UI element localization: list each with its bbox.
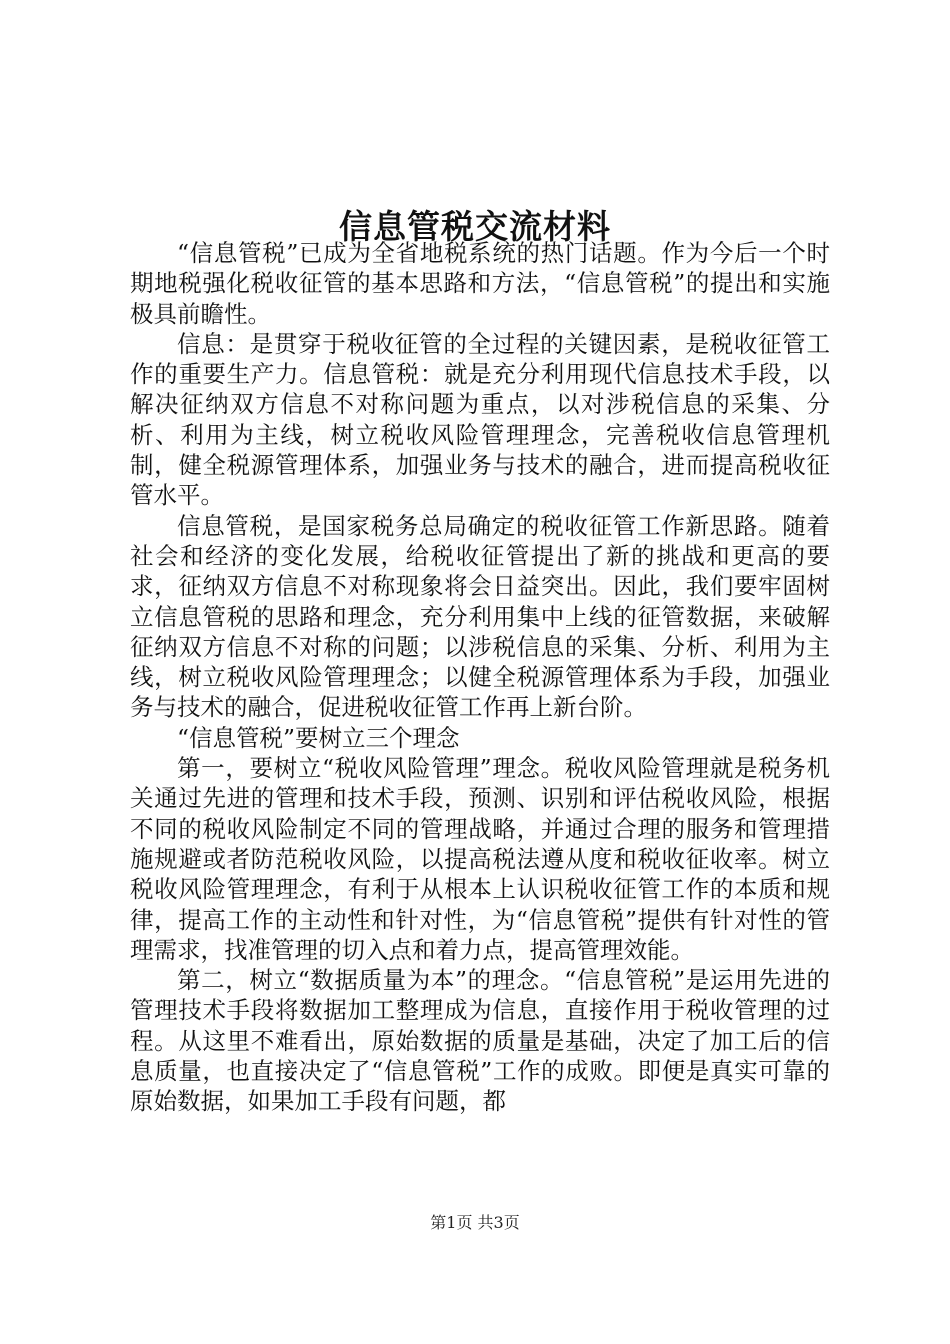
- paragraph-second-concept: 第二，树立“数据质量为本”的理念。“信息管税”是运用先进的管理技术手段将数据加工整理成为信息，直接作用于税收管理的过程。从这里不难看出，原始数据的质量是基础，决定了加工后的信息质量，也直接决定了“信息管税”工作的成败。即便是真实可靠的原始数据，如果加工手段有问题，都: [130, 966, 830, 1116]
- document-title: 信息管税交流材料: [339, 207, 611, 247]
- paragraph-definition: 信息：是贯穿于税收征管的全过程的关键因素，是税收征管工作的重要生产力。信息管税：就是充分利用现代信息技术手段，以解决征纳双方信息不对称问题为重点，以对涉税信息的采集、分析、利用为主线，树立税收风险管理理念，完善税收信息管理机制，健全税源管理体系，加强业务与技术的融合，进而提高税收征管水平。: [130, 329, 830, 510]
- page-footer: 第1页 共3页: [430, 1213, 520, 1232]
- document-body: [130, 238, 830, 1117]
- paragraph-first-concept: 第一，要树立“税收风险管理”理念。税收风险管理就是税务机关通过先进的管理和技术手段，预测、识别和评估税收风险，根据不同的税收风险制定不同的管理战略，并通过合理的服务和管理措施规避或者防范税收风险，以提高税法遵从度和税收征收率。树立税收风险管理理念，有利于从根本上认识税收征管工作的本质和规律，提高工作的主动性和针对性，为“信息管税”提供有针对性的管理需求，找准管理的切入点和着力点，提高管理效能。: [130, 754, 830, 964]
- section-heading-three-concepts: “信息管税”要树立三个理念: [177, 723, 460, 752]
- paragraph-new-approach: 信息管税，是国家税务总局确定的税收征管工作新思路。随着社会和经济的变化发展，给税收征管提出了新的挑战和更高的要求，征纳双方信息不对称现象将会日益突出。因此，我们要牢固树立信息管税的思路和理念，充分利用集中上线的征管数据，来破解征纳双方信息不对称的问题；以涉税信息的采集、分析、利用为主线，树立税收风险管理理念；以健全税源管理体系为手段，加强业务与技术的融合，促进税收征管工作再上新台阶。: [130, 511, 830, 722]
- paragraph-intro: “信息管税”已成为全省地税系统的热门话题。作为今后一个时期地税强化税收征管的基本思路和方法，“信息管税”的提出和实施极具前瞻性。: [130, 239, 830, 328]
